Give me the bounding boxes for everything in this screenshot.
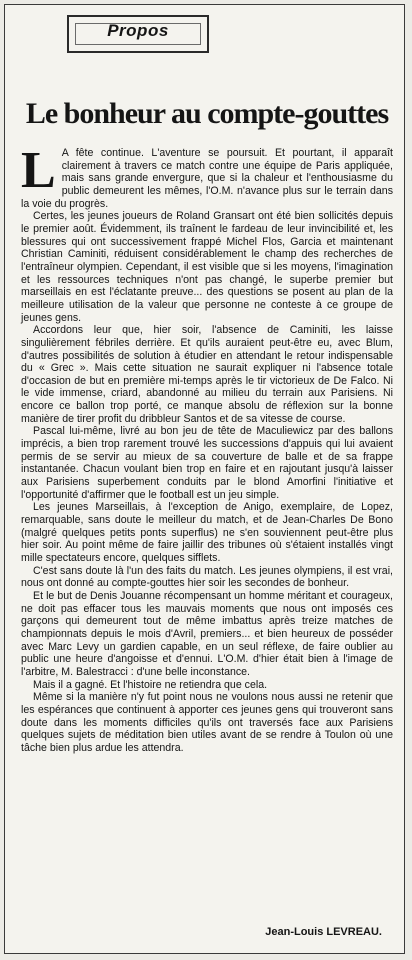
article-paragraph: C'est sans doute là l'un des faits du match. Les jeunes olympiens, il est vrai, nous ont donné au compte-gouttes hier soir les secondes de bonheur. <box>21 564 393 590</box>
rubric-box <box>67 15 209 53</box>
article-body <box>21 142 393 755</box>
drop-cap: L <box>21 142 56 199</box>
article-paragraph: Certes, les jeunes joueurs de Roland Gransart ont été bien sollicités depuis le premier août. Évidemment, ils traînent le fardeau de leur invincibilité et, les blessures qui ont successivement frappé Michel Flos, Garcia et maintenant Christian Caminiti, réduisent considérablement le champ des recherches de l'entraîneur olympien. Cependant, il est visible que si les moyens, l'imagination et les ressources techniques n'ont pas changé, le superbe premier but marseillais en est l'éclatante preuve... des questions se posent au plan de la meilleure utilisation de la valeur que personne ne conteste à ce groupe de jeunes gens. <box>21 210 393 324</box>
article-paragraph: Pascal lui-même, livré au bon jeu de tête de Maculiewicz par des ballons imprécis, a bien trop rarement trouvé les successions d'appuis qui lui avaient permis de se servir au mieux de sa couverture de balle et de sa frappe instantanée. Chacun voulant bien trop en faire et en rajoutant jusqu'à laisser aux Parisiens superbement conduits par le blond Amorfini l'initiative et l'opportunité d'affirmer que le football est un jeu simple. <box>21 425 393 501</box>
article-paragraph: Même si la manière n'y fut point nous ne voulons nous aussi ne retenir que les espérances que continuent à apporter ces jeunes gens qui trouveront sans doute dans les moments difficiles qu'ils ont traversés face aux Parisiens quelques sujets de méditation bien utiles avant de se rendre à Toulon où une tâche bien plus ardue les attendra. <box>21 691 393 754</box>
article-paragraph: Mais il a gagné. Et l'histoire ne retiendra que cela. <box>33 678 268 691</box>
article-paragraph: Les jeunes Marseillais, à l'exception de Anigo, exemplaire, de Lopez, remarquable, sans doute le meilleur du match, et de Jean-Charles De Bono (malgré quelques petits ponts superflus) ne s'en souviennent peut-être plus hier soir. Au point même de faire jaillir des tribunes où s'étaient installés vingt mille spectateurs encore, quelques sifflets. <box>21 501 393 564</box>
newspaper-clipping <box>4 4 405 954</box>
rubric-label: Propos <box>107 21 169 40</box>
headline: Le bonheur au compte-gouttes <box>25 97 389 130</box>
article-paragraph: Et le but de Denis Jouanne récompensant un homme méritant et courageux, ne doit pas effacer tous les mauvais moments que nous ont imposés ces garçons qui demeurent tout de même imbattus après treize matches de championnats depuis le mois d'Avril, premiers... et bien heureux de posséder avec Marc Levy un gardien capable, en un seul réflexe, de faire oublier au public une heure d'angoisse et d'ennui. L'O.M. d'hier était bien à l'image de l'arbitre, M. Balestracci : d'une belle inconstance. <box>21 589 393 678</box>
article-paragraph: Accordons leur que, hier soir, l'absence de Caminiti, les laisse singulièrement fébriles derrière. Et qu'ils auraient peut-être eu, avec Blum, d'autres possibilités de solution à étudier en attendant le retour indispensable du « Grec ». Mais cette situation ne saurait expliquer ni l'absence totale d'occasion de but en première mi-temps après le tir victorieux de De Falco. Ni le vide immense, criard, abandonné au milieu du terrain aux Parisiens. Ni encore ce ballon trop porté, ce manque absolu de réflexion sur la bonne manière de tirer profit du dribbleur Santos et de sa vitesse de course. <box>21 324 393 425</box>
author-signature: Jean-Louis LEVREAU. <box>265 926 382 938</box>
article-paragraph: L A fête continue. L'aventure se poursuit. Et pourtant, il apparaît clairement à travers ce match contre une équipe de Paris appliquée, mais sans grande envergure, que si la chaleur et l'enthousiasme du public demeurent les mêmes, l'O.M. n'avance plus sur le terrain dans la voie du progrès. <box>21 142 393 210</box>
